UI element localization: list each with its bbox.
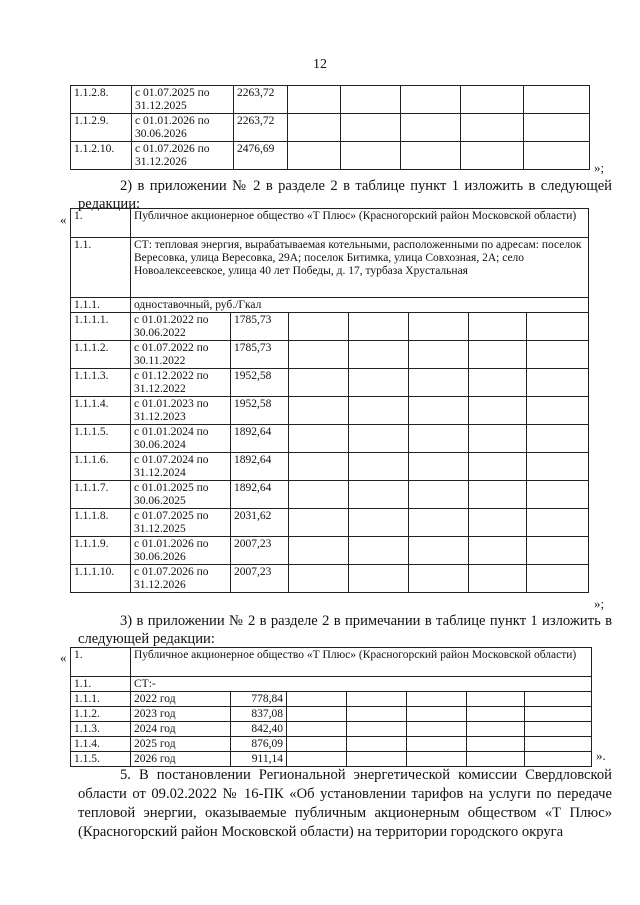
empty-cell: [349, 537, 409, 565]
period-line: с 01.07.2025 по: [134, 510, 209, 522]
empty-cell: [525, 707, 592, 722]
empty-cell: [469, 509, 527, 537]
row-code: 1.1.2.: [71, 707, 131, 722]
paragraph-5: 5. В постановлении Региональной энергетической комиссии Свердловской области от 09.02.2022 № 16-ПК «Об установлении тарифов на услуги по передаче тепловой энергии, оказываемые публичным акционерным обществом «Т Плюс» (Красногорский район Московской области) на территории городского округа: [78, 767, 612, 840]
period-line: 30.06.2024: [134, 439, 186, 451]
empty-cell: [409, 425, 469, 453]
row-period: [131, 509, 231, 537]
empty-cell: [287, 707, 347, 722]
empty-cell: [341, 86, 401, 114]
row-value: 842,40: [231, 722, 287, 737]
row-value: 837,08: [231, 707, 287, 722]
empty-cell: [524, 114, 590, 142]
row-code: 1.1.1.6.: [71, 453, 131, 481]
empty-cell: [287, 752, 347, 767]
empty-cell: [349, 425, 409, 453]
header-code: 1.: [71, 648, 131, 677]
empty-cell: [525, 752, 592, 767]
header-text: Публичное акционерное общество «Т Плюс» (Красногорский район Московской области): [131, 648, 592, 677]
empty-cell: [349, 565, 409, 593]
empty-cell: [409, 397, 469, 425]
empty-cell: [347, 707, 407, 722]
empty-cell: [524, 86, 590, 114]
period-line: 30.06.2025: [134, 495, 186, 507]
table-row: [71, 509, 589, 537]
row-period: [131, 397, 231, 425]
period-line: 30.06.2026: [135, 128, 187, 140]
empty-cell: [469, 425, 527, 453]
row-code: 1.1.1.10.: [71, 565, 131, 593]
row-code: 1.1.1.8.: [71, 509, 131, 537]
row-period: [131, 453, 231, 481]
row-period: 2026 год: [131, 752, 231, 767]
empty-cell: [524, 142, 590, 170]
empty-cell: [407, 692, 467, 707]
empty-cell: [469, 565, 527, 593]
header-code: 1.1.: [71, 677, 131, 692]
open-quote-3: «: [60, 650, 67, 665]
empty-cell: [349, 481, 409, 509]
empty-cell: [469, 341, 527, 369]
empty-cell: [467, 692, 525, 707]
empty-cell: [347, 722, 407, 737]
header-row: [71, 298, 589, 313]
empty-cell: [409, 341, 469, 369]
period-line: 31.12.2024: [134, 467, 186, 479]
period-line: с 01.01.2026 по: [135, 115, 210, 127]
empty-cell: [527, 509, 589, 537]
row-period: [132, 142, 234, 170]
close-quote-3: ».: [596, 748, 606, 763]
empty-cell: [467, 707, 525, 722]
period-line: с 01.01.2022 по: [134, 314, 209, 326]
table-row: [71, 692, 592, 707]
row-value: 2007,23: [231, 537, 289, 565]
row-value: 2031,62: [231, 509, 289, 537]
table-row: [71, 565, 589, 593]
row-value: 2007,23: [231, 565, 289, 593]
table-row: [71, 453, 589, 481]
empty-cell: [341, 142, 401, 170]
empty-cell: [527, 313, 589, 341]
empty-cell: [469, 481, 527, 509]
row-code: 1.1.1.2.: [71, 341, 131, 369]
empty-cell: [469, 313, 527, 341]
empty-cell: [525, 692, 592, 707]
empty-cell: [401, 142, 461, 170]
row-value: 876,09: [231, 737, 287, 752]
table-row: [71, 341, 589, 369]
empty-cell: [347, 692, 407, 707]
empty-cell: [461, 114, 524, 142]
page-number: 12: [313, 57, 327, 72]
row-code: 1.1.1.1.: [71, 313, 131, 341]
row-code: 1.1.2.9.: [71, 114, 132, 142]
empty-cell: [527, 369, 589, 397]
period-line: 30.11.2022: [134, 355, 186, 367]
period-line: с 01.07.2026 по: [134, 566, 209, 578]
period-line: 30.06.2022: [134, 327, 186, 339]
row-period: [131, 565, 231, 593]
tariff-table-1: [70, 85, 590, 170]
empty-cell: [527, 565, 589, 593]
table-row: [71, 722, 592, 737]
empty-cell: [469, 369, 527, 397]
empty-cell: [409, 537, 469, 565]
table-row: [71, 313, 589, 341]
header-text: СТ:-: [131, 677, 592, 692]
row-code: 1.1.4.: [71, 737, 131, 752]
empty-cell: [469, 453, 527, 481]
header-code: 1.1.1.: [71, 298, 131, 313]
empty-cell: [289, 481, 349, 509]
row-period: [131, 313, 231, 341]
period-line: 31.12.2025: [135, 100, 187, 112]
empty-cell: [527, 341, 589, 369]
row-period: [132, 86, 234, 114]
row-code: 1.1.1.7.: [71, 481, 131, 509]
period-line: с 01.01.2024 по: [134, 426, 209, 438]
empty-cell: [469, 537, 527, 565]
empty-cell: [527, 397, 589, 425]
empty-cell: [467, 737, 525, 752]
header-row: [71, 209, 589, 238]
row-code: 1.1.1.9.: [71, 537, 131, 565]
row-value: 911,14: [231, 752, 287, 767]
row-period: [132, 114, 234, 142]
period-line: с 01.07.2022 по: [134, 342, 209, 354]
row-value: 1952,58: [231, 397, 289, 425]
table-row: [71, 397, 589, 425]
empty-cell: [527, 481, 589, 509]
row-value: 2263,72: [234, 86, 288, 114]
row-value: 778,84: [231, 692, 287, 707]
empty-cell: [407, 737, 467, 752]
row-period: 2025 год: [131, 737, 231, 752]
empty-cell: [525, 722, 592, 737]
row-code: 1.1.5.: [71, 752, 131, 767]
empty-cell: [527, 425, 589, 453]
row-value: 1892,64: [231, 425, 289, 453]
close-quote-1: »;: [594, 160, 605, 175]
period-line: с 01.07.2026 по: [135, 143, 210, 155]
empty-cell: [401, 86, 461, 114]
row-value: 2263,72: [234, 114, 288, 142]
empty-cell: [409, 565, 469, 593]
table-row: [71, 142, 590, 170]
period-line: с 01.12.2022 по: [134, 370, 209, 382]
empty-cell: [409, 481, 469, 509]
empty-cell: [461, 86, 524, 114]
empty-cell: [289, 369, 349, 397]
empty-cell: [349, 397, 409, 425]
row-period: [131, 341, 231, 369]
empty-cell: [288, 86, 341, 114]
empty-cell: [469, 397, 527, 425]
header-text: СТ: тепловая энергия, вырабатываемая котельными, расположенными по адресам: поселок Вересовка, улица Вересовка, 29А; поселок Битимка, улица Совхозная, 2А; село Новоалексеевское, улица 40 лет Победы, д. 17, турбаза Хрустальная: [131, 238, 589, 298]
empty-cell: [347, 752, 407, 767]
empty-cell: [409, 453, 469, 481]
period-line: с 01.07.2025 по: [135, 87, 210, 99]
header-row: [71, 677, 592, 692]
period-line: с 01.01.2023 по: [134, 398, 209, 410]
empty-cell: [349, 341, 409, 369]
empty-cell: [287, 722, 347, 737]
period-line: 31.12.2026: [134, 579, 186, 591]
empty-cell: [349, 369, 409, 397]
paragraph-3: 3) в приложении № 2 в разделе 2 в примечании в таблице пункт 1 изложить в следующей редакции:: [78, 613, 612, 647]
period-line: 30.06.2026: [134, 551, 186, 563]
empty-cell: [289, 565, 349, 593]
empty-cell: [407, 752, 467, 767]
table-row: [71, 114, 590, 142]
empty-cell: [407, 722, 467, 737]
period-line: 31.12.2025: [134, 523, 186, 535]
table-row: [71, 537, 589, 565]
empty-cell: [349, 453, 409, 481]
empty-cell: [467, 722, 525, 737]
row-code: 1.1.3.: [71, 722, 131, 737]
table-row: [71, 752, 592, 767]
empty-cell: [289, 453, 349, 481]
header-row: [71, 648, 592, 677]
table-row: [71, 425, 589, 453]
row-period: [131, 537, 231, 565]
empty-cell: [349, 509, 409, 537]
row-value: 1892,64: [231, 453, 289, 481]
close-quote-2: »;: [594, 596, 605, 611]
empty-cell: [349, 313, 409, 341]
row-code: 1.1.1.: [71, 692, 131, 707]
row-period: [131, 425, 231, 453]
empty-cell: [289, 537, 349, 565]
period-line: с 01.01.2025 по: [134, 482, 209, 494]
row-value: 1952,58: [231, 369, 289, 397]
empty-cell: [467, 752, 525, 767]
row-code: 1.1.1.4.: [71, 397, 131, 425]
row-code: 1.1.2.10.: [71, 142, 132, 170]
row-period: 2024 год: [131, 722, 231, 737]
period-line: 31.12.2023: [134, 411, 186, 423]
empty-cell: [341, 114, 401, 142]
empty-cell: [289, 313, 349, 341]
empty-cell: [407, 707, 467, 722]
row-period: 2023 год: [131, 707, 231, 722]
header-row: [71, 238, 589, 298]
empty-cell: [288, 142, 341, 170]
row-value: 1892,64: [231, 481, 289, 509]
row-code: 1.1.2.8.: [71, 86, 132, 114]
empty-cell: [525, 737, 592, 752]
row-period: 2022 год: [131, 692, 231, 707]
period-line: 31.12.2022: [134, 383, 186, 395]
empty-cell: [527, 537, 589, 565]
empty-cell: [289, 341, 349, 369]
table-row: [71, 737, 592, 752]
empty-cell: [527, 453, 589, 481]
empty-cell: [409, 313, 469, 341]
table-row: [71, 707, 592, 722]
header-text: Публичное акционерное общество «Т Плюс» (Красногорский район Московской области): [131, 209, 589, 238]
table-row: [71, 481, 589, 509]
row-code: 1.1.1.5.: [71, 425, 131, 453]
empty-cell: [347, 737, 407, 752]
row-period: [131, 369, 231, 397]
table-row: [71, 86, 590, 114]
period-line: с 01.01.2026 по: [134, 538, 209, 550]
empty-cell: [409, 509, 469, 537]
empty-cell: [288, 114, 341, 142]
empty-cell: [289, 509, 349, 537]
empty-cell: [461, 142, 524, 170]
tariff-table-2: [70, 208, 589, 593]
paragraph-2: 2) в приложении № 2 в разделе 2 в таблице пункт 1 изложить в следующей редакции:: [78, 178, 612, 212]
row-period: [131, 481, 231, 509]
empty-cell: [287, 692, 347, 707]
header-code: 1.1.: [71, 238, 131, 298]
empty-cell: [289, 397, 349, 425]
header-text: одноставочный, руб./Гкал: [131, 298, 589, 313]
row-value: 1785,73: [231, 341, 289, 369]
row-value: 2476,69: [234, 142, 288, 170]
tariff-table-3: [70, 647, 592, 767]
period-line: с 01.07.2024 по: [134, 454, 209, 466]
empty-cell: [409, 369, 469, 397]
table-row: [71, 369, 589, 397]
empty-cell: [401, 114, 461, 142]
empty-cell: [287, 737, 347, 752]
row-value: 1785,73: [231, 313, 289, 341]
row-code: 1.1.1.3.: [71, 369, 131, 397]
empty-cell: [289, 425, 349, 453]
period-line: 31.12.2026: [135, 156, 187, 168]
header-code: 1.: [71, 209, 131, 238]
open-quote-2: «: [60, 212, 67, 227]
